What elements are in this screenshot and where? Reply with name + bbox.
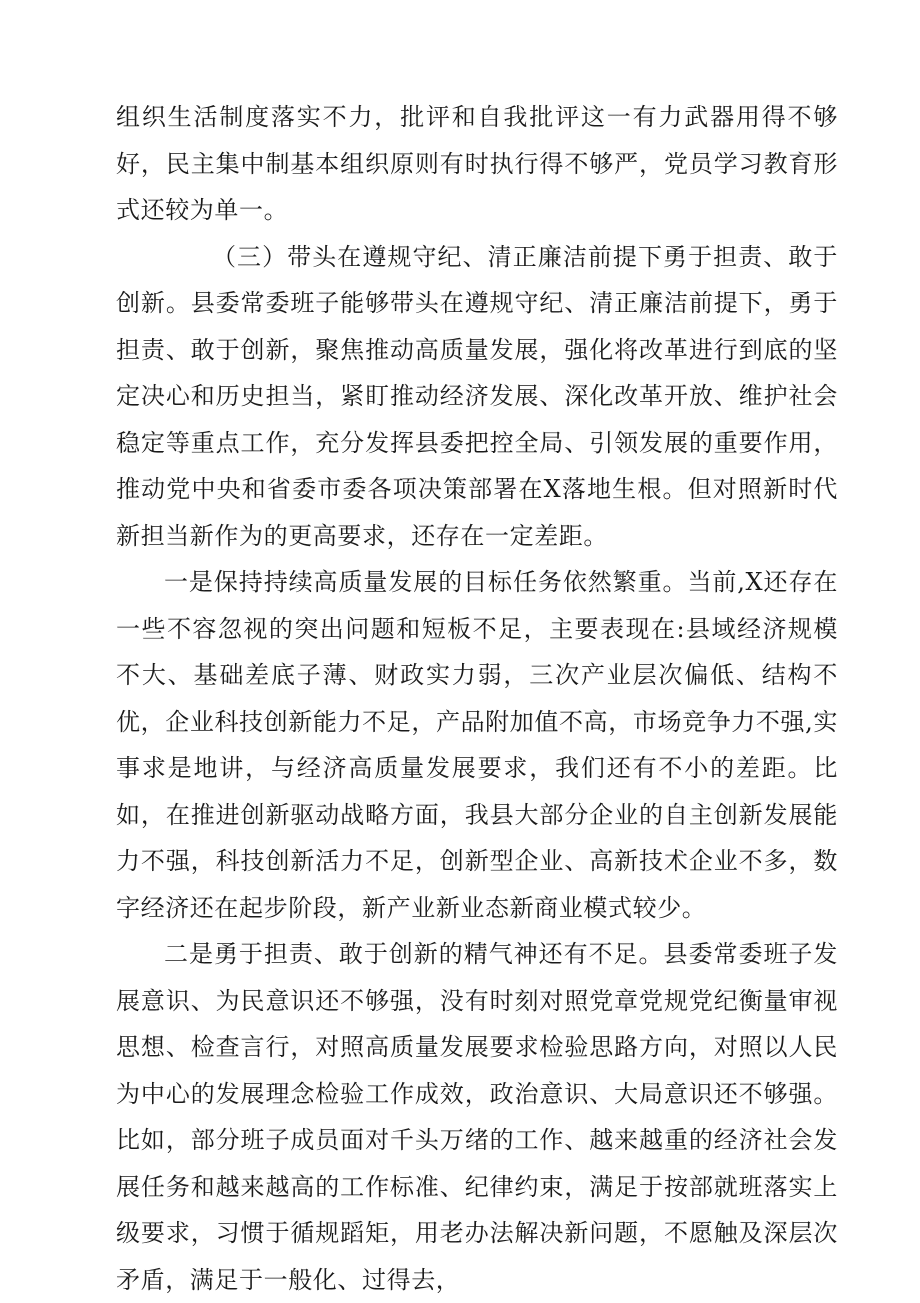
paragraph-continuation: 组织生活制度落实不力，批评和自我批评这一有力武器用得不够好，民主集中制基本组织原则有时执行得不够严，党员学习教育形式还较为单一。 (116, 103, 838, 224)
paragraph-point-one: 一是保持持续高质量发展的目标任务依然繁重。当前,X还存在一些不容忽视的突出问题和短板不足，主要表现在:县域经济规模不大、基础差底子薄、财政实力弱，三次产业层次偏低、结构不优，企业科技创新能力不足，产品附加值不高，市场竞争力不强,实事求是地讲，与经济高质量发展要求，我们还有不小的差距。比如，在推进创新驱动战略方面，我县大部分企业的自主创新发展能力不强，科技创新活力不足，创新型企业、高新技术企业不多，数字经济还在起步阶段，新产业新业态新商业模式较少。 (116, 568, 838, 922)
paragraph-point-two: 二是勇于担责、敢于创新的精气神还有不足。县委常委班子发展意识、为民意识还不够强，没有时刻对照党章党规党纪衡量审视思想、检查言行，对照高质量发展要求检验思路方向，对照以人民为中心的发展理念检验工作成效，政治意识、大局意识还不够强。比如，部分班子成员面对千头万绪的工作、越来越重的经济社会发展任务和越来越高的工作标准、纪律约束，满足于按部就班落实上级要求，习惯于循规蹈矩，用老办法解决新问题，不愿触及深层次矛盾，满足于一般化、过得去， (116, 940, 838, 1294)
body-text (116, 94, 838, 1303)
paragraph-section-three: （三）带头在遵规守纪、清正廉洁前提下勇于担责、敢于创新。县委常委班子能够带头在遵规守纪、清正廉洁前提下，勇于担责、敢于创新，聚焦推动高质量发展，强化将改革进行到底的坚定决心和历史担当，紧盯推动经济发展、深化改革开放、维护社会稳定等重点工作，充分发挥县委把控全局、引领发展的重要作用，推动党中央和省委市委各项决策部署在X落地生根。但对照新时代新担当新作为的更高要求，还存在一定差距。 (116, 242, 838, 550)
